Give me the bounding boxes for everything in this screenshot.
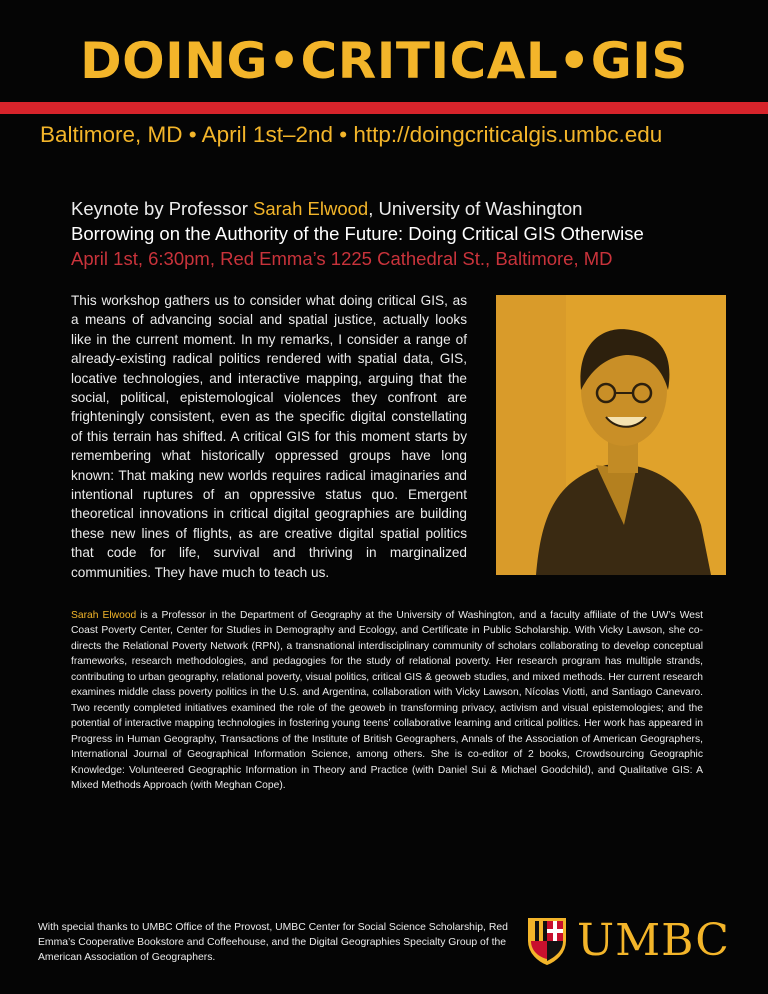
bio-name: Sarah Elwood xyxy=(71,610,137,621)
talk-title: Borrowing on the Authority of the Future: Doing Critical GIS Otherwise xyxy=(71,223,644,244)
speaker-photo xyxy=(496,295,726,575)
bio-text: is a Professor in the Department of Geography at the University of Washington, and a faculty affiliate of the UW’s West Coast Poverty Center, Center for Studies in Demography and Ecology, and Certificate in Public Scholarship. With Vicky Lawson, she co-directs the Relational Poverty Network (RPN), a transnational interdisciplinary community of scholars collaborating to develop conceptual frameworks, research methodologies, and pedagogies for the study of relational poverty. Her research program has multiple strands, contributing to urban geography, relational poverty, visual politics, critical GIS & geoweb studies, and mixed methods. Her current research examines middle class poverty politics in the U.S. and Argentina, collaboration with Vicky Lawson, Nícolas Viotti, and Santiago Canevaro. Two recently completed initiatives examined the role of the geoweb in transforming privacy, activism and visual epistemologies; and the potential of interactive mapping technologies in fostering young teens’ collaborative learning and critical politics. Her work has appeared in Progress in Human Geography, Transactions of the Institute of British Geographers, Annals of the Association of American Geographers, International Journal of Geographical Information Science, among others. She is co-editor of 2 books, Crowdsourcing Geographic Knowledge: Volunteered Geographic Information in Theory and Practice (with Daniel Sui & Michael Goodchild), and Qualitative GIS: A Mixed Methods Approach (with Meghan Cope). xyxy=(71,610,704,791)
acknowledgements: With special thanks to UMBC Office of the Provost, UMBC Center for Social Science Scholarship, Red Emma’s Cooperative Bookstore and Coffeehouse, and the Digital Geographies Specialty Group of the American Association of Geographers. xyxy=(38,922,508,963)
shield-icon xyxy=(527,917,567,965)
umbc-logo xyxy=(527,916,730,966)
speaker-name: Sarah Elwood xyxy=(253,198,369,219)
keynote-prefix: Keynote by Professor xyxy=(71,198,254,219)
talk-time-location: April 1st, 6:30pm, Red Emma’s 1225 Cathedral St., Baltimore, MD xyxy=(71,248,613,269)
poster-title: DOING•CRITICAL•GIS xyxy=(80,32,688,90)
keynote-line xyxy=(71,197,711,221)
red-divider xyxy=(0,102,768,114)
abstract-paragraph: This workshop gathers us to consider what doing critical GIS, as a means of advancing social and spatial justice, actually looks like in the current moment. In my remarks, I consider a range of already-existing radical politics rendered with spatial data, GIS, locative technologies, and interactive mapping, arguing that the social, political, epistemological violences they confront are frighteningly consistent, even as the specific digital constellating of this terrain has shifted. A critical GIS for this moment starts by remembering what historically oppressed groups have long known: That making new worlds requires radical imaginaries and intentional ruptures of an oppressive status quo. Emergent theoretical innovations in critical digital geographies are building these new lines of flights, as are creative digital spatial politics that code for life, survival and thriving in marginalized communities. They have much to teach us. xyxy=(71,293,467,580)
speaker-affiliation: , University of Washington xyxy=(368,198,583,219)
event-subtitle: Baltimore, MD • April 1st–2nd • http://doingcriticalgis.umbc.edu xyxy=(40,122,663,147)
umbc-wordmark: UMBC xyxy=(577,915,730,966)
speaker-bio xyxy=(71,608,703,793)
